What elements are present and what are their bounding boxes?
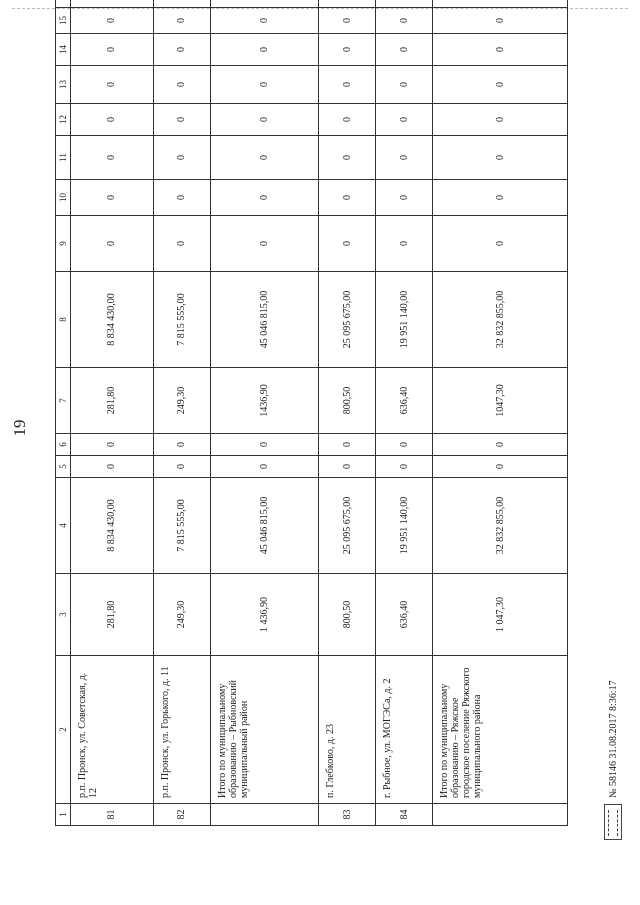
value-cell: 7 815 555,00	[153, 478, 210, 574]
value-cell: 45 046 815,00	[210, 478, 319, 574]
value-cell: 0	[210, 104, 319, 136]
value-cell	[376, 0, 433, 8]
header-cell: 9	[56, 216, 71, 272]
value-cell: 0	[71, 34, 154, 66]
header-cell: 1	[56, 804, 71, 826]
address-cell: Итого по муниципальному образованию – Рыбновский муниципальный район	[210, 656, 319, 804]
value-cell: 0	[319, 216, 376, 272]
value-cell: 0	[319, 8, 376, 34]
value-cell: 0	[433, 8, 568, 34]
value-cell: 1 047,30	[433, 574, 568, 656]
value-cell	[433, 0, 568, 8]
value-cell: 0	[210, 456, 319, 478]
header-cell: 14	[56, 34, 71, 66]
value-cell: 25 095 675,00	[319, 272, 376, 368]
value-cell: 0	[71, 136, 154, 180]
value-cell: 0	[153, 216, 210, 272]
registration-stamp	[604, 804, 622, 840]
header-cell: 2	[56, 656, 71, 804]
value-cell: 0	[71, 456, 154, 478]
value-cell: 19 951 140,00	[376, 272, 433, 368]
table-row	[210, 0, 319, 826]
value-cell	[210, 0, 319, 8]
value-cell: 0	[71, 434, 154, 456]
value-cell: 0	[153, 66, 210, 104]
value-cell: 0	[210, 434, 319, 456]
header-cell: 7	[56, 368, 71, 434]
value-cell: 0	[376, 66, 433, 104]
value-cell	[319, 0, 376, 8]
value-cell: 0	[71, 8, 154, 34]
value-cell: 0	[210, 180, 319, 216]
value-cell: 0	[376, 136, 433, 180]
value-cell: 281,80	[71, 574, 154, 656]
value-cell: 0	[153, 104, 210, 136]
value-cell: 1047,30	[433, 368, 568, 434]
header-cell	[56, 0, 71, 8]
value-cell: 1 436,90	[210, 574, 319, 656]
value-cell: 0	[319, 104, 376, 136]
row-number-cell	[433, 804, 568, 826]
data-table	[55, 0, 568, 826]
value-cell: 0	[319, 136, 376, 180]
value-cell: 1436,90	[210, 368, 319, 434]
value-cell: 0	[433, 104, 568, 136]
value-cell: 0	[71, 180, 154, 216]
row-number-cell: 83	[319, 804, 376, 826]
address-cell: п. Глебково, д. 23	[319, 656, 376, 804]
value-cell: 0	[210, 8, 319, 34]
header-cell: 15	[56, 8, 71, 34]
value-cell: 0	[319, 34, 376, 66]
table-container	[55, 18, 568, 826]
header-cell: 3	[56, 574, 71, 656]
value-cell: 0	[319, 456, 376, 478]
value-cell: 8 834 430,00	[71, 478, 154, 574]
address-cell: р.п. Пронск, ул. Советская, д. 12	[71, 656, 154, 804]
address-cell: г. Рыбное, ул. МОГЭСа, д. 2	[376, 656, 433, 804]
value-cell: 0	[210, 216, 319, 272]
table-body	[71, 0, 568, 826]
value-cell: 0	[433, 434, 568, 456]
table-row	[71, 0, 154, 826]
value-cell: 636,40	[376, 368, 433, 434]
value-cell: 0	[71, 66, 154, 104]
value-cell: 0	[319, 180, 376, 216]
value-cell: 0	[153, 34, 210, 66]
value-cell: 45 046 815,00	[210, 272, 319, 368]
value-cell	[71, 0, 154, 8]
value-cell	[153, 0, 210, 8]
value-cell: 0	[319, 66, 376, 104]
value-cell: 0	[71, 216, 154, 272]
row-number-cell: 82	[153, 804, 210, 826]
value-cell: 0	[210, 66, 319, 104]
value-cell: 0	[210, 136, 319, 180]
value-cell: 249,30	[153, 368, 210, 434]
header-cell: 4	[56, 478, 71, 574]
document-reference: № 58146 31.08.2017 8:36:17	[607, 680, 619, 798]
value-cell: 0	[433, 34, 568, 66]
value-cell: 0	[153, 456, 210, 478]
value-cell: 19 951 140,00	[376, 478, 433, 574]
value-cell: 0	[210, 34, 319, 66]
value-cell: 0	[376, 34, 433, 66]
table-row	[376, 0, 433, 826]
value-cell: 32 832 855,00	[433, 478, 568, 574]
value-cell: 0	[319, 434, 376, 456]
header-cell: 6	[56, 434, 71, 456]
header-row	[56, 0, 71, 826]
header-cell: 11	[56, 136, 71, 180]
value-cell: 25 095 675,00	[319, 478, 376, 574]
value-cell: 0	[71, 104, 154, 136]
row-number-cell	[210, 804, 319, 826]
row-number-cell: 84	[376, 804, 433, 826]
address-cell: р.п. Пронск, ул. Горького, д. 11	[153, 656, 210, 804]
value-cell: 0	[433, 66, 568, 104]
row-number-cell: 81	[71, 804, 154, 826]
table-row	[319, 0, 376, 826]
table-row	[433, 0, 568, 826]
value-cell: 32 832 855,00	[433, 272, 568, 368]
value-cell: 0	[376, 104, 433, 136]
value-cell: 0	[376, 216, 433, 272]
value-cell: 0	[433, 180, 568, 216]
value-cell: 0	[376, 456, 433, 478]
header-cell: 12	[56, 104, 71, 136]
header-cell: 10	[56, 180, 71, 216]
value-cell: 8 834 430,00	[71, 272, 154, 368]
value-cell: 0	[433, 456, 568, 478]
value-cell: 0	[153, 136, 210, 180]
value-cell: 7 815 555,00	[153, 272, 210, 368]
value-cell: 0	[153, 434, 210, 456]
value-cell: 249,30	[153, 574, 210, 656]
value-cell: 0	[153, 8, 210, 34]
page-number: 19	[10, 419, 29, 437]
value-cell: 0	[376, 180, 433, 216]
value-cell: 800,50	[319, 574, 376, 656]
value-cell: 0	[376, 434, 433, 456]
value-cell: 0	[376, 8, 433, 34]
header-cell: 8	[56, 272, 71, 368]
rotated-table-frame	[55, 18, 568, 826]
value-cell: 0	[433, 136, 568, 180]
value-cell: 636,40	[376, 574, 433, 656]
address-cell: Итого по муниципальному образованию – Ряжское городское поселение Ряжского муниципального района	[433, 656, 568, 804]
header-cell: 13	[56, 66, 71, 104]
value-cell: 281,80	[71, 368, 154, 434]
value-cell: 0	[153, 180, 210, 216]
value-cell: 800,50	[319, 368, 376, 434]
header-cell: 5	[56, 456, 71, 478]
value-cell: 0	[433, 216, 568, 272]
table-row	[153, 0, 210, 826]
